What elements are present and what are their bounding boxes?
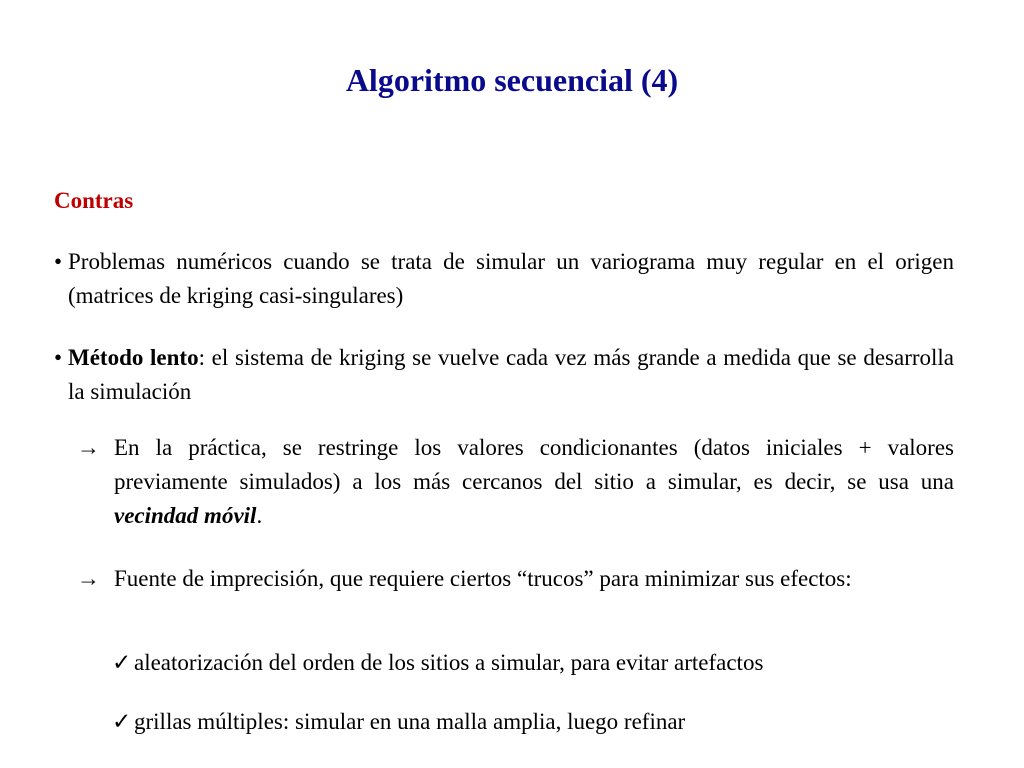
check-text: grillas múltiples: simular en una malla amplia, luego refinar	[134, 709, 686, 734]
bullet-numerical-problems	[54, 245, 954, 313]
section-heading: Contras	[54, 188, 134, 213]
check-item-multigrid	[112, 705, 685, 739]
emphasis-term: vecindad móvil	[114, 503, 257, 528]
bullet-text: Problemas numéricos cuando se trata de simular un variograma muy regular en el origen (matrices de kriging casi-singulares)	[68, 249, 954, 308]
right-arrow-icon: →	[77, 566, 100, 591]
arrow-item-imprecision	[77, 562, 954, 596]
slide-title: Algoritmo secuencial (4)	[345, 62, 679, 98]
bullet-slow-method	[54, 341, 954, 409]
checkmark-icon: ✓	[112, 650, 132, 675]
bullet-bold-term: Método lento	[68, 345, 199, 370]
arrow-text: Fuente de imprecisión, que requiere ciertos “trucos” para minimizar sus efectos:	[114, 566, 852, 591]
arrow-item-practice	[77, 431, 954, 533]
arrow-text: En la práctica, se restringe los valores condicionantes (datos iniciales + valores previamente simulados) a los más cercanos del sitio a simular, es decir, se usa una	[114, 435, 954, 494]
right-arrow-icon: →	[77, 435, 100, 460]
check-item-randomization	[112, 646, 763, 680]
bullet-text: : el sistema de kriging se vuelve cada vez más grande a medida que se desarrolla la simulación	[68, 345, 954, 404]
checkmark-icon: ✓	[112, 709, 132, 734]
bullet-icon: •	[54, 345, 63, 370]
bullet-icon: •	[54, 249, 63, 274]
arrow-text-end: .	[256, 503, 263, 528]
check-text: aleatorización del orden de los sitios a simular, para evitar artefactos	[134, 650, 764, 675]
